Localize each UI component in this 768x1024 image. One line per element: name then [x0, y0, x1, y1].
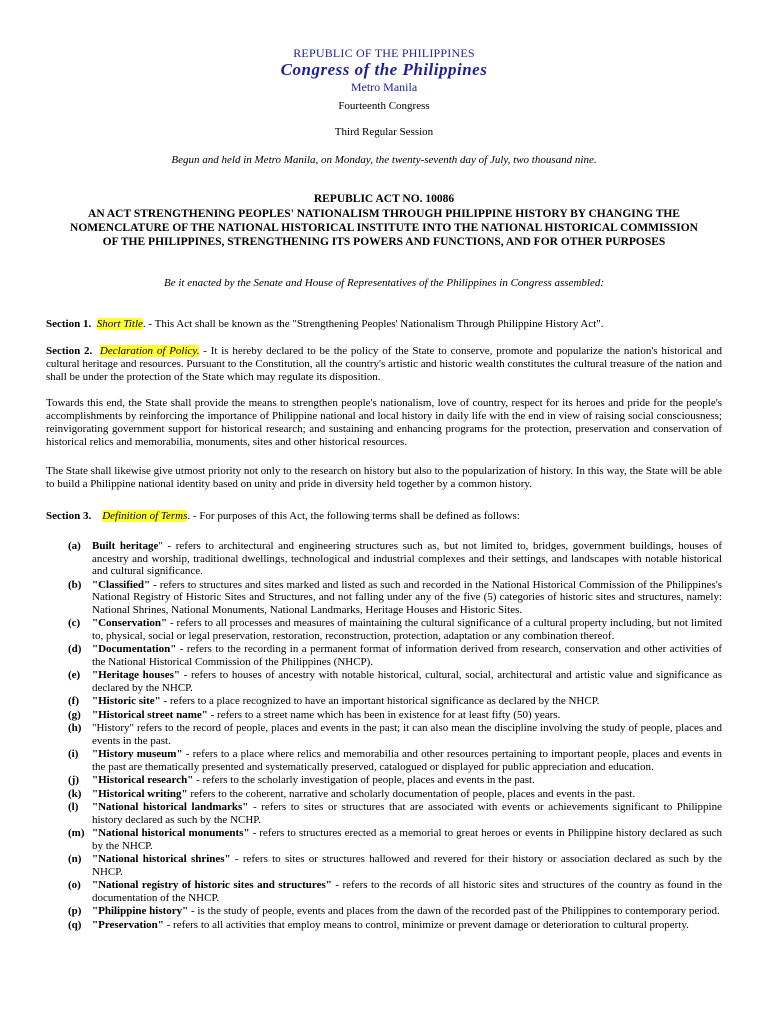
definition-text: - refers to structures and sites marked and listed as such and recorded in the National Historical Commission of the Philippines's National Registry of Historic Sites and Structures, and not falling under any of the five (5) categories of historic sites and structures, namely: National Shrines, National Monuments, National Landmarks, Heritage Houses and Historic Sites. — [92, 578, 722, 616]
definition-letter: (b) — [68, 578, 82, 591]
definition-term: Built heritage — [92, 540, 159, 552]
session-line: Third Regular Session — [334, 126, 434, 138]
congress-number: Fourteenth Congress — [338, 100, 430, 112]
section-2-label: Section 2. — [46, 345, 93, 357]
list-item — [46, 643, 722, 668]
section-1-text: . - This Act shall be known as the "Strengthening Peoples' Nationalism Through Philippine History Act". — [142, 318, 604, 330]
list-item — [46, 722, 722, 747]
begun-line: Begun and held in Metro Manila, on Monday, the twenty-seventh day of July, two thousand nine. — [171, 154, 597, 166]
section-3-text: . - For purposes of this Act, the following terms shall be defined as follows: — [187, 510, 520, 522]
list-item — [46, 853, 722, 878]
list-item — [46, 579, 722, 617]
definition-letter: (o) — [68, 879, 81, 891]
definition-term: "History museum" — [92, 748, 183, 760]
definition-text: - refers to sites or structures hallowed and revered for their history or association declared as such by the NHCP. — [92, 853, 722, 878]
definition-text: - is the study of people, events and places from the dawn of the recorded past of the Philippines to contemporary period. — [188, 905, 720, 917]
list-item — [46, 879, 722, 904]
republic-heading: REPUBLIC OF THE PHILIPPINES — [293, 46, 475, 60]
definition-letter: (i) — [68, 748, 79, 760]
section-2-text: - It is hereby declared to be the policy of the State to conserve, promote and popularize the nation's historical and cultural heritage and resources. Pursuant to the Constitution, all the country's artistic and historic wealth constitutes the cultural treasure of the nation and shall be under the protection of the State which may regulate its disposition. — [46, 345, 723, 383]
definitions-list — [46, 540, 722, 932]
definition-text: - refers to all activities that employ means to control, minimize or prevent damage or deterioration to cultural property. — [163, 918, 689, 931]
definition-text: - refers to a place where relics and memorabilia and other resources pertaining to important people, places and events in the past are thematically presented and systematically preserved, catalogued or displayed for public appreciation and education. — [92, 748, 722, 773]
definition-text: - refers to the recording in a permanent format of information derived from research, conservation and other activities of the National Historical Commission of the Philippines (NHCP). — [92, 643, 722, 668]
act-title: AN ACT STRENGTHENING PEOPLES' NATIONALISM THROUGH PHILIPPINE HISTORY BY CHANGING THE NOMENCLATURE OF THE NATIONAL HISTORICAL INSTITUTE INTO THE NATIONAL HISTORICAL COMMISSION OF THE PHILIPPINES, STRENGTHENING ITS POWERS AND FUNCTIONS, AND FOR OTHER PURPOSES — [70, 208, 698, 248]
definition-text: refers to the coherent, narrative and scholarly documentation of people, places and events in the past. — [187, 787, 636, 800]
definition-text: - refers to structures erected as a memorial to great heroes or events in Philippine history declared as such by the NHCP. — [92, 827, 722, 852]
metro-manila-heading: Metro Manila — [350, 80, 418, 94]
list-item — [46, 709, 722, 722]
section-1 — [46, 318, 722, 331]
enacting-clause: Be it enacted by the Senate and House of Representatives of the Philippines in Congress assembled: — [163, 277, 604, 289]
list-item — [46, 801, 722, 826]
definition-term: "Historical research" — [92, 774, 194, 786]
list-item — [46, 669, 722, 694]
definition-letter: (p) — [68, 905, 82, 917]
definition-term: "National historical monuments" — [92, 827, 250, 839]
act-number: REPUBLIC ACT NO. 10086 — [313, 193, 455, 205]
definition-term: "Historical writing" — [92, 787, 188, 800]
definition-text: - refers to sites or structures that are associated with events or achievements significant to Philippine history declared as such by the NCHP. — [92, 801, 722, 826]
definition-letter: (k) — [68, 787, 82, 800]
definition-text: - refers to a place recognized to have an important historical significance as declared by the NHCP. — [160, 695, 600, 707]
list-item — [46, 748, 722, 773]
definition-letter: (d) — [68, 643, 82, 655]
section-2-paragraph-2: Towards this end, the State shall provide the means to strengthen people's nationalism, love of country, respect for its heroes and pride for the people's accomplishments by reinforcing the importance of Philippine national and local history in daily life with the end in view of raising social consciousness; reinvigorating government support for historical research; and sustaining and enhancing programs for the protection, preservation and conservation of historical relics and memorabilia, monuments, sites and other historical resources. — [46, 397, 722, 448]
definition-letter: (c) — [68, 617, 81, 629]
definition-text: - refers to a street name which has been in existence for at least fifty (50) years. — [207, 708, 561, 721]
definition-text: - refers to the scholarly investigation of people, places and events in the past. — [193, 774, 535, 786]
list-item — [46, 919, 722, 932]
definition-letter: (e) — [68, 669, 81, 681]
definition-term: "Philippine history" — [92, 905, 189, 917]
definition-term: "Heritage houses" — [92, 669, 180, 681]
definition-text: - refers to all processes and measures of maintaining the cultural significance of a cultural property including, but not limited to, physical, social or legal preservation, restoration, reconstruction, protection, adaptation or any combination thereof. — [92, 617, 722, 642]
definition-term: "Preservation" — [92, 918, 164, 931]
definition-text: - refers to the records of all historic sites and structures of the country as found in the documentation of the NHCP. — [92, 879, 722, 904]
section-3-label: Section 3. — [46, 510, 92, 522]
section-2-paragraph-3: The State shall likewise give utmost priority not only to the research on history but also to the popularization of history. In this way, the State will be able to build a Philippine national identity based on unity and pride in diversity held together by a common history. — [46, 465, 722, 490]
list-item — [46, 905, 722, 918]
definition-term: "Classified" — [92, 578, 151, 591]
definition-term: "National historical shrines" — [92, 853, 231, 865]
definition-letter: (j) — [68, 774, 79, 786]
section-2-heading: Declaration of Policy. — [99, 345, 200, 357]
definition-term: "National historical landmarks" — [92, 801, 249, 813]
definition-term: "Conservation" — [92, 617, 168, 629]
list-item — [46, 695, 722, 708]
definition-term: "Documentation" — [92, 643, 177, 655]
list-item — [46, 827, 722, 852]
congress-heading: Congress of the Philippines — [280, 60, 488, 79]
definition-term: "National registry of historic sites and structures" — [92, 879, 332, 891]
list-item — [46, 540, 722, 578]
definition-letter: (g) — [68, 708, 81, 721]
list-item — [46, 617, 722, 642]
list-item — [46, 788, 722, 801]
definition-letter: (a) — [68, 540, 81, 552]
definition-text: "History" refers to the record of people, places and events in the past; it can also mean the discipline involving the study of people, places and events in the past. — [92, 722, 722, 747]
section-3-heading: Definition of Terms — [102, 510, 188, 522]
definition-letter: (l) — [68, 801, 79, 813]
section-3 — [46, 510, 722, 523]
list-item — [46, 774, 722, 787]
definition-letter: (f) — [68, 695, 79, 707]
definition-letter: (q) — [68, 918, 82, 931]
definition-letter: (m) — [68, 827, 85, 839]
definition-text: - refers to houses of ancestry with notable historical, cultural, social, architectural and artistic value and significance as declared by the NHCP. — [92, 669, 722, 694]
definition-term: "Historical street name" — [92, 708, 208, 721]
section-2 — [46, 345, 722, 384]
definition-text: " - refers to architectural and engineering structures such as, but not limited to, bridges, government buildings, houses of ancestry and worship, traditional dwellings, technological and industrial complexes and their settings, and landscapes with notable historical and cultural significance. — [92, 540, 722, 577]
definition-letter: (h) — [68, 722, 82, 734]
definition-letter: (n) — [68, 853, 82, 865]
definition-term: "Historic site" — [92, 695, 161, 707]
section-1-label: Section 1. — [46, 318, 92, 330]
section-1-heading: Short Title — [96, 318, 143, 330]
